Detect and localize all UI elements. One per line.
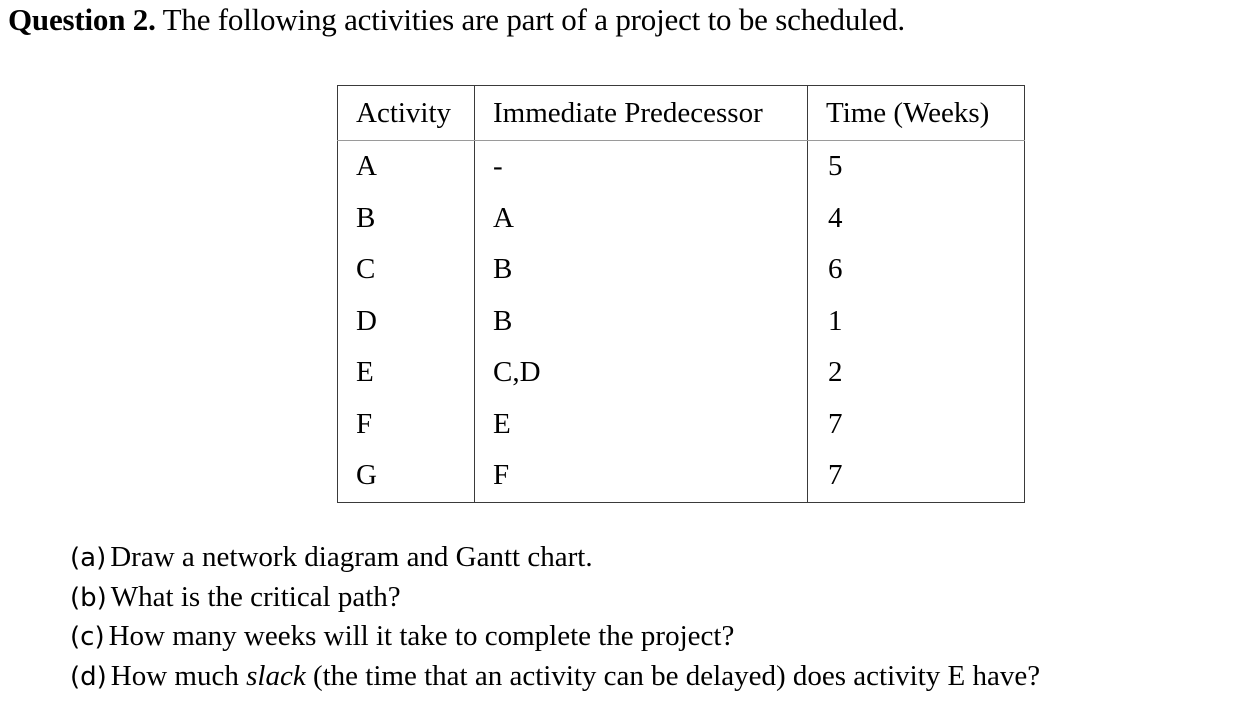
predecessor-cell: A xyxy=(475,193,808,245)
header-time-weeks: Time (Weeks) xyxy=(808,86,1025,141)
sub-question-b xyxy=(70,578,1040,618)
question-label: Question 2. xyxy=(8,2,156,37)
table-row xyxy=(338,141,1025,193)
time-cell: 5 xyxy=(808,141,1025,193)
sub-question-text-before: How much xyxy=(110,659,247,692)
time-cell: 2 xyxy=(808,347,1025,399)
activity-cell: G xyxy=(338,450,475,502)
table-row xyxy=(338,450,1025,502)
table-header-row xyxy=(338,86,1025,141)
sub-question-text-after: (the time that an activity can be delayed) does activity E have? xyxy=(305,659,1041,692)
predecessor-cell: C,D xyxy=(475,347,808,399)
sub-question-text: How many weeks will it take to complete the project? xyxy=(108,620,735,652)
activity-cell: F xyxy=(338,399,475,451)
header-activity: Activity xyxy=(338,86,475,141)
activity-cell: A xyxy=(338,141,475,193)
question-intro-text: The following activities are part of a project to be scheduled. xyxy=(162,2,905,37)
predecessor-cell: E xyxy=(475,399,808,451)
predecessor-cell: - xyxy=(475,141,808,193)
time-cell: 6 xyxy=(808,244,1025,296)
table-row xyxy=(338,296,1025,348)
sub-question-marker: (a) xyxy=(70,543,107,573)
activity-cell: C xyxy=(338,244,475,296)
sub-question-marker: (b) xyxy=(70,582,107,613)
predecessor-cell: B xyxy=(475,296,808,348)
sub-question-list xyxy=(70,538,1040,696)
time-cell: 1 xyxy=(808,296,1025,348)
sub-question-text: Draw a network diagram and Gantt chart. xyxy=(110,541,593,573)
time-cell: 4 xyxy=(808,193,1025,245)
table-row xyxy=(338,244,1025,296)
table-row xyxy=(338,347,1025,399)
sub-question-text: What is the critical path? xyxy=(110,580,401,613)
predecessor-cell: B xyxy=(475,244,808,296)
sub-question-marker: (c) xyxy=(70,622,105,652)
table-row xyxy=(338,399,1025,451)
header-immediate-predecessor: Immediate Predecessor xyxy=(475,86,808,141)
sub-question-a xyxy=(70,538,1040,578)
activities-table xyxy=(337,85,1025,503)
activity-cell: D xyxy=(338,296,475,348)
activity-cell: E xyxy=(338,347,475,399)
sub-question-c xyxy=(70,617,1040,657)
question-heading xyxy=(8,0,905,40)
activity-cell: B xyxy=(338,193,475,245)
sub-question-d xyxy=(70,657,1040,697)
time-cell: 7 xyxy=(808,399,1025,451)
predecessor-cell: F xyxy=(475,450,808,502)
table-row xyxy=(338,193,1025,245)
slack-emphasis: slack xyxy=(246,659,306,692)
time-cell: 7 xyxy=(808,450,1025,502)
sub-question-marker: (d) xyxy=(70,661,107,692)
